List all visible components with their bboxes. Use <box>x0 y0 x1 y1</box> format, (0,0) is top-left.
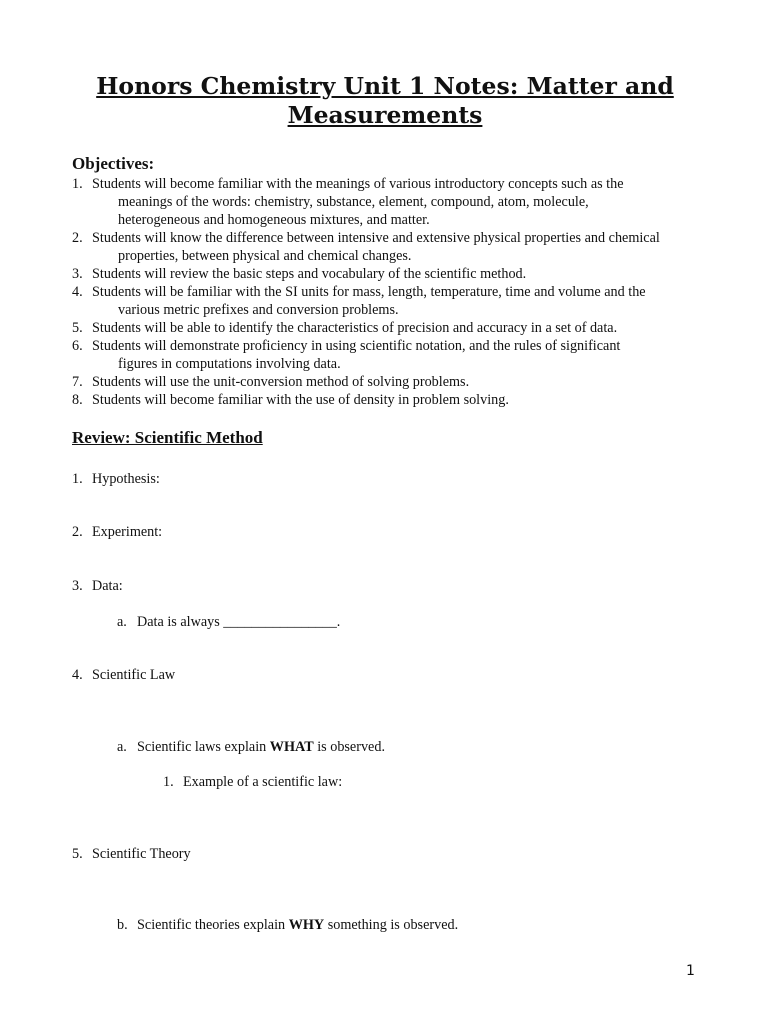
objective-item <box>72 319 702 337</box>
review-item-scientific-theory <box>72 845 191 863</box>
objective-item <box>72 175 702 229</box>
list-number: 1. <box>163 774 174 790</box>
list-letter: a. <box>117 739 127 755</box>
objective-line: Students will become familiar with the use of density in problem solving. <box>92 392 509 408</box>
review-subsubitem-law-example <box>163 773 342 791</box>
list-number: 5. <box>72 320 83 336</box>
objective-item <box>72 229 702 265</box>
objective-item <box>72 283 702 319</box>
list-number: 2. <box>72 524 83 540</box>
review-item-experiment <box>72 523 162 541</box>
objectives-heading: Objectives: <box>72 154 155 173</box>
list-number: 1. <box>72 471 83 487</box>
list-text-pre: Scientific theories explain <box>137 917 289 933</box>
list-text-post: is observed. <box>313 739 385 755</box>
objective-line: figures in computations involving data. <box>118 356 341 372</box>
list-text: Example of a scientific law: <box>183 774 343 790</box>
list-text: Data: <box>92 578 123 594</box>
list-number: 8. <box>72 392 83 408</box>
list-text: Hypothesis: <box>92 471 160 487</box>
list-letter: a. <box>117 614 127 630</box>
page-title-line1: Honors Chemistry Unit 1 Notes: Matter and <box>96 72 674 100</box>
objective-line: Students will be able to identify the characteristics of precision and accuracy in a set of data. <box>92 320 618 336</box>
objective-line: properties, between physical and chemical changes. <box>118 248 412 264</box>
review-subitem-data-always <box>117 613 340 631</box>
objective-line: meanings of the words: chemistry, substance, element, compound, atom, molecule, <box>118 194 589 210</box>
objective-item <box>72 373 702 391</box>
list-letter: b. <box>117 917 128 933</box>
objective-line: Students will use the unit-conversion method of solving problems. <box>92 374 470 390</box>
objective-line: Students will be familiar with the SI units for mass, length, temperature, time and volume and the <box>92 284 646 300</box>
list-number: 7. <box>72 374 83 390</box>
review-item-hypothesis <box>72 470 160 488</box>
list-number: 3. <box>72 266 83 282</box>
review-item-scientific-law <box>72 666 175 684</box>
page-number: 1 <box>686 963 695 979</box>
objective-line: Students will review the basic steps and vocabulary of the scientific method. <box>92 266 527 282</box>
list-text: Data is always ________________. <box>137 614 341 630</box>
objective-line: Students will become familiar with the meanings of various introductory concepts such as the <box>92 176 624 192</box>
objective-line: heterogeneous and homogeneous mixtures, and matter. <box>118 212 430 228</box>
objective-item <box>72 265 702 283</box>
list-text: Experiment: <box>92 524 163 540</box>
review-subitem-laws-explain <box>117 738 385 756</box>
list-number: 4. <box>72 284 83 300</box>
review-item-data <box>72 577 123 595</box>
list-number: 4. <box>72 667 83 683</box>
list-text-post: something is observed. <box>324 917 459 933</box>
list-text: Scientific Theory <box>92 846 191 862</box>
list-text: Scientific Law <box>92 667 176 683</box>
objective-item <box>72 337 702 373</box>
objective-line: Students will demonstrate proficiency in using scientific notation, and the rules of significant <box>92 338 621 354</box>
list-text-pre: Scientific laws explain <box>137 739 270 755</box>
review-heading: Review: Scientific Method <box>72 428 263 447</box>
list-number: 1. <box>72 176 83 192</box>
list-number: 6. <box>72 338 83 354</box>
list-number: 3. <box>72 578 83 594</box>
objective-line: various metric prefixes and conversion problems. <box>118 302 399 318</box>
page-title <box>0 72 770 130</box>
list-number: 2. <box>72 230 83 246</box>
review-subitem-theories-explain <box>117 916 458 934</box>
objective-item <box>72 391 702 409</box>
objectives-list <box>72 175 702 409</box>
page-title-line2: Measurements <box>287 101 483 129</box>
objective-line: Students will know the difference between intensive and extensive physical properties and chemical <box>92 230 660 246</box>
emphasis-what: WHAT <box>269 739 314 755</box>
emphasis-why: WHY <box>288 917 325 933</box>
list-number: 5. <box>72 846 83 862</box>
